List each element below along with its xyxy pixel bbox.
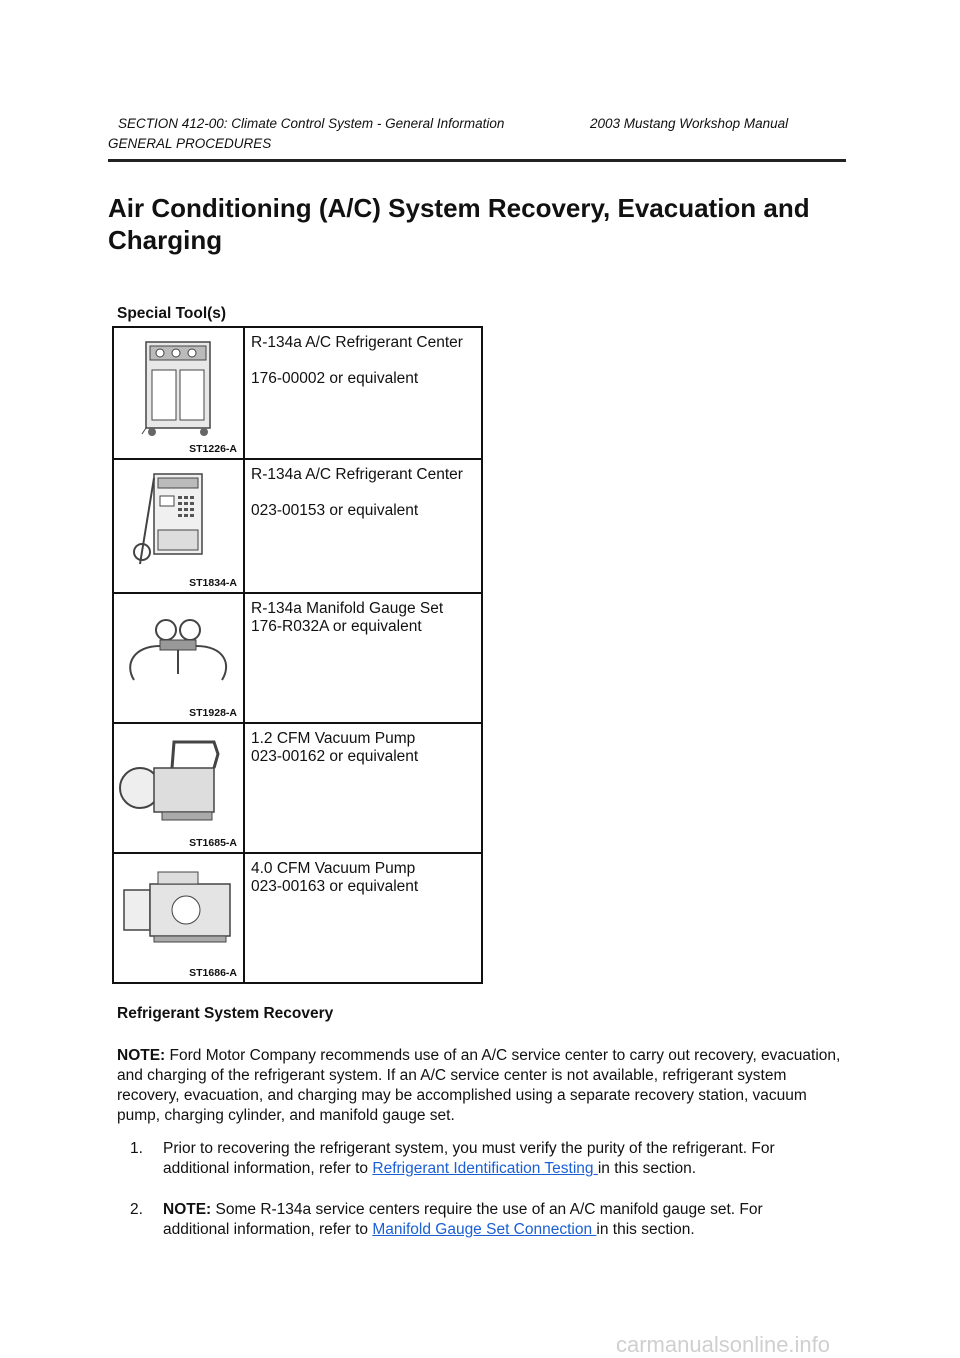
step-text: NOTE: Some R-134a service centers require the use of an A/C manifold gauge set. For additional information, refer to Manifold Gauge Set Connection in this section. — [163, 1201, 763, 1238]
note-label: NOTE: — [117, 1047, 166, 1064]
tool-part-number: 176-00002 or equivalent — [251, 370, 419, 387]
header-section: SECTION 412-00: Climate Control System - General Information — [118, 116, 505, 131]
refrigerant-cart-icon — [114, 460, 243, 592]
tool-code: ST1685-A — [189, 837, 237, 849]
tool-name: 1.2 CFM Vacuum Pump — [251, 730, 416, 747]
tool-part-number: 023-00163 or equivalent — [251, 878, 419, 895]
recovery-note — [117, 1046, 847, 1126]
special-tools-label: Special Tool(s) — [117, 305, 227, 322]
tool-row — [113, 723, 482, 853]
recovery-heading: Refrigerant System Recovery — [117, 1005, 334, 1022]
special-tools-table — [112, 326, 483, 984]
tool-row — [113, 853, 482, 983]
tool-code: ST1834-A — [189, 577, 237, 589]
step-number: 2. — [130, 1201, 143, 1218]
tool-code: ST1928-A — [189, 707, 237, 719]
refrigerant-identification-link[interactable]: Refrigerant Identification Testing — [372, 1160, 598, 1177]
tool-row — [113, 327, 482, 459]
tool-name: R-134a A/C Refrigerant Center — [251, 334, 463, 351]
refrigerant-center-icon — [114, 328, 243, 458]
manifold-gauge-link[interactable]: Manifold Gauge Set Connection — [372, 1221, 597, 1238]
vacuum-pump-icon — [114, 724, 243, 852]
header-subtitle: GENERAL PROCEDURES — [108, 136, 272, 151]
step-text: Prior to recovering the refrigerant system, you must verify the purity of the refrigerant. For additional information, refer to Refrigerant Identification Testing in this section. — [163, 1140, 775, 1177]
tool-row — [113, 459, 482, 593]
tool-code: ST1226-A — [189, 443, 237, 455]
header-rule — [108, 159, 846, 162]
tool-part-number: 023-00153 or equivalent — [251, 502, 419, 519]
step-note-label: NOTE: — [163, 1201, 212, 1218]
note-text: Ford Motor Company recommends use of an A/C service center to carry out recovery, evacuation, and charging of the refrigerant system. If an A/C service center is not available, refrigerant system recovery, evacuation, and charging may be accomplished using a separate recovery station, vacuum pump, charging cylinder, and manifold gauge set. — [117, 1047, 841, 1124]
tool-name: R-134a A/C Refrigerant Center — [251, 466, 463, 483]
tool-name: R-134a Manifold Gauge Set — [251, 600, 444, 617]
vacuum-pump-large-icon — [114, 854, 243, 982]
tool-part-number: 176-R032A or equivalent — [251, 618, 422, 635]
tool-code: ST1686-A — [189, 967, 237, 979]
tool-part-number: 023-00162 or equivalent — [251, 748, 419, 765]
tool-name: 4.0 CFM Vacuum Pump — [251, 860, 416, 877]
tool-row — [113, 593, 482, 723]
step-number: 1. — [130, 1140, 143, 1157]
page-title: Air Conditioning (A/C) System Recovery, Evacuation and Charging — [108, 193, 810, 255]
header-manual: 2003 Mustang Workshop Manual — [590, 116, 789, 131]
watermark: carmanualsonline.info — [616, 1332, 831, 1357]
manifold-gauge-icon — [114, 594, 243, 722]
